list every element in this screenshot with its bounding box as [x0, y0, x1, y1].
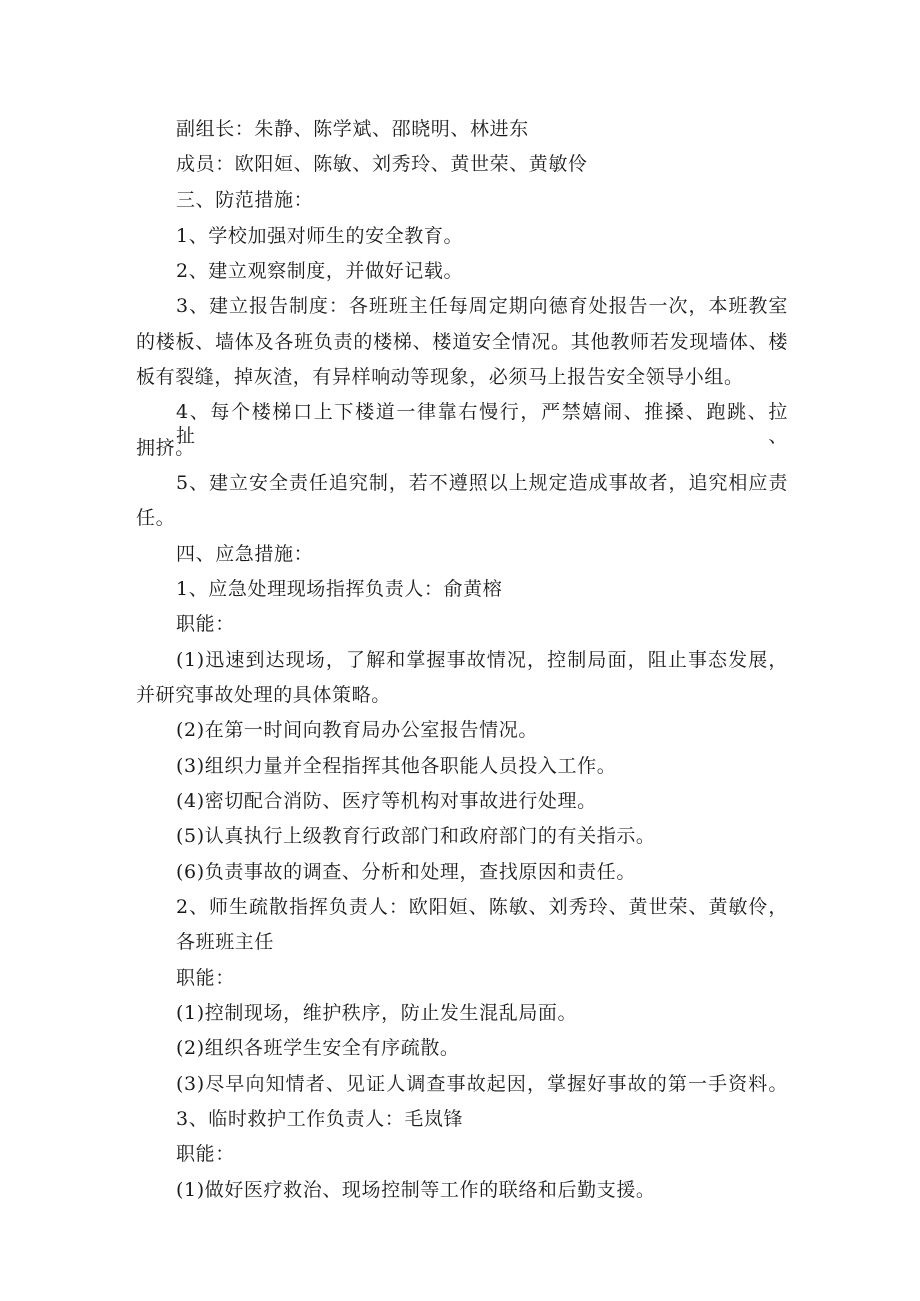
text-line: 各班班主任 [176, 931, 275, 953]
text-line: 1、应急处理现场指挥负责人：俞黄榕 [176, 578, 503, 600]
section-heading: 三、防范措施： [176, 189, 314, 211]
text-line: 3、建立报告制度：各班班主任每周定期向德育处报告一次，本班教室 [176, 295, 788, 317]
text-line: 3、临时救护工作负责人：毛岚锋 [176, 1108, 464, 1130]
text-line: (3)尽早向知情者、见证人调查事故起因，掌握好事故的第一手资料。 [176, 1073, 788, 1095]
text-line: 职能： [176, 1143, 235, 1165]
text-line: (3)组织力量并全程指挥其他各职能人员投入工作。 [176, 755, 617, 777]
text-line: (1)做好医疗救治、现场控制等工作的联络和后勤支援。 [176, 1179, 656, 1201]
text-line: 拥挤。 [136, 437, 195, 459]
text-line: (5)认真执行上级教育行政部门和政府部门的有关指示。 [176, 825, 656, 847]
text-line: (2)组织各班学生安全有序疏散。 [176, 1037, 460, 1059]
text-line: (4)密切配合消防、医疗等机构对事故进行处理。 [176, 790, 597, 812]
text-line: (6)负责事故的调查、分析和处理，查找原因和责任。 [176, 861, 636, 883]
text-line: 5、建立安全责任追究制，若不遵照以上规定造成事故者，追究相应责 [176, 472, 788, 494]
text-line: 职能： [176, 613, 235, 635]
text-line: 4、每个楼梯口上下楼道一律靠右慢行，严禁嬉闹、推搡、跑跳、拉扯、 [176, 401, 788, 447]
text-line: 的楼板、墙体及各班负责的楼梯、楼道安全情况。其他教师若发现墙体、楼 [136, 331, 788, 353]
text-line: 副组长：朱静、陈学斌、邵晓明、林进东 [176, 118, 529, 140]
text-line: (2)在第一时间向教育局办公室报告情况。 [176, 719, 538, 741]
text-line: 板有裂缝，掉灰渣，有异样响动等现象，必须马上报告安全领导小组。 [136, 366, 744, 388]
text-line: (1)迅速到达现场，了解和掌握事故情况，控制局面，阻止事态发展， [176, 649, 788, 671]
text-line: 1、学校加强对师生的安全教育。 [176, 225, 464, 247]
text-line: 2、建立观察制度，并做好记载。 [176, 260, 464, 282]
text-line: 任。 [136, 507, 176, 529]
text-line: 成员：欧阳姮、陈敏、刘秀玲、黄世荣、黄敏伶 [176, 153, 588, 175]
text-line: 职能： [176, 967, 235, 989]
text-line: 2、师生疏散指挥负责人：欧阳姮、陈敏、刘秀玲、黄世荣、黄敏伶， [176, 896, 788, 918]
text-line: 并研究事故处理的具体策略。 [136, 684, 391, 706]
text-line: (1)控制现场，维护秩序，防止发生混乱局面。 [176, 1002, 578, 1024]
section-heading: 四、应急措施： [176, 543, 314, 565]
